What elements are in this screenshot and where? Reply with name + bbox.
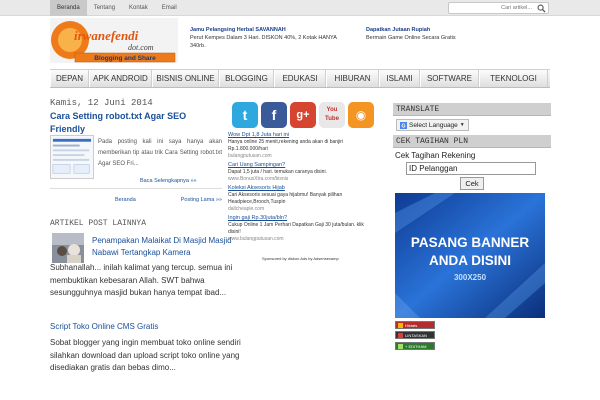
ad-item[interactable] (228, 132, 378, 159)
nav-item-edukasi[interactable]: EDUKASI (274, 70, 326, 87)
google-plus-icon[interactable]: g+ (290, 102, 316, 128)
ad-text: Cukup Online 1 Jam Perhari Dapatkan Gaji 30 juta/bulan. klik disini! (228, 222, 364, 235)
post-date: Kamis, 12 Juni 2014 (50, 98, 153, 108)
chevron-down-icon: ▼ (459, 122, 465, 128)
lintaskan-badge[interactable] (395, 331, 435, 339)
nav-item-apk-android[interactable]: APK ANDROID (89, 70, 152, 87)
ad-footer: Sponsored by diskon Ads by Adsensecamp (262, 256, 339, 261)
nav-item-software[interactable]: SOFTWARE (420, 70, 479, 87)
language-select-label: Select Language (409, 121, 458, 129)
nav-item-islami[interactable]: ISLAMI (379, 70, 420, 87)
post-excerpt: Pada posting kali ini saya hanya akan memberikan tip atau trik Cara Setting robot.txt Agar SEO Fri... (98, 139, 222, 167)
top-link-email[interactable]: Email (161, 5, 177, 11)
post-thumbnail[interactable] (50, 135, 94, 179)
ad-item[interactable] (228, 215, 378, 242)
pln-label: Cek Tagihan Rekening (395, 151, 476, 160)
twitter-icon[interactable]: t (232, 102, 258, 128)
promo-1-text: Perut Kempes Dalam 3 Hari. DISKON 40%, 2 Kotak HANYA 340rb. (190, 35, 337, 49)
lintaskan-label: LINTASKAN (405, 333, 427, 338)
nav-item-bisnis-online[interactable]: BISNIS ONLINE (152, 70, 219, 87)
nav-item-teknologi[interactable]: TEKNOLOGI (479, 70, 548, 87)
other-post-thumbnail[interactable] (52, 233, 84, 263)
check-bill-button[interactable]: Cek (460, 177, 484, 190)
post-divider (50, 188, 222, 189)
post-title[interactable]: Cara Setting robot.txt Agar SEO Friendly (50, 111, 187, 134)
other-post-summary-2: Sobat blogger yang ingin membuat toko online sendiri silahkan download dan upload script toko online yang disediakan gratis dan bebas dimo... (50, 338, 241, 372)
banner-ad[interactable] (395, 193, 545, 318)
edithan-badge[interactable] (395, 342, 435, 350)
pager-home-link[interactable]: Beranda (115, 197, 136, 203)
edithan-icon (398, 344, 403, 349)
other-posts-heading: ARTIKEL POST LAINNYA (50, 219, 147, 228)
ad-title[interactable]: Koleksi Aksesoris Hijab (228, 185, 285, 191)
site-logo[interactable] (50, 18, 178, 63)
search-box (448, 2, 549, 14)
ad-text: Dapat 1,5 juta / hari. temukan caranya disini. (228, 169, 327, 175)
main-nav (50, 69, 550, 88)
nav-item-blogging[interactable]: BLOGGING (219, 70, 274, 87)
ad-text: Cari Aksesoris sesuai gaya hijabmu! Banyak pilihan Headpiece,Brooch,Tuspin (228, 192, 343, 205)
top-link-home[interactable]: Beranda (50, 0, 87, 16)
ad-title[interactable]: Wow Dpt 1,8 Juta hari ini (228, 132, 290, 138)
histats-icon (398, 323, 403, 328)
youtube-icon[interactable]: You Tube (319, 102, 345, 128)
nav-item-hiburan[interactable]: HIBURAN (326, 70, 379, 87)
social-icons (232, 102, 377, 128)
banner-size: 300X250 (453, 273, 487, 282)
logo-tagline: Blogging and Share (94, 55, 156, 62)
top-link-contact[interactable]: Kontak (129, 5, 148, 11)
lintaskan-icon (398, 333, 403, 338)
facebook-icon[interactable]: f (261, 102, 287, 128)
translate-heading: TRANSLATE (393, 103, 551, 116)
header-promo-2[interactable] (366, 26, 516, 42)
header-promo-1[interactable] (190, 26, 340, 50)
ad-item[interactable] (228, 162, 378, 182)
ad-title[interactable]: Cari Uang Sampingan? (228, 162, 286, 168)
promo-2-text: Bermain Game Online Secara Gratis (366, 35, 456, 41)
nav-item-depan[interactable]: DEPAN (50, 70, 89, 87)
ad-item[interactable] (228, 185, 378, 212)
customer-id-input[interactable] (406, 162, 536, 175)
ad-url: bulangputusan.com (228, 153, 272, 159)
edithan-label: + EDITHAM (405, 344, 427, 349)
other-post-link-2[interactable]: Script Toko Online CMS Gratis (50, 322, 159, 331)
logo-name: irwanefendi (74, 28, 139, 43)
banner-line-2: ANDA DISINI (428, 253, 512, 268)
pager (50, 197, 222, 207)
ad-url: www.bulangputusan.com (228, 236, 284, 242)
promo-2-title[interactable]: Dapatkan Jutaan Rupiah (366, 27, 431, 33)
search-input[interactable] (451, 3, 535, 13)
ad-text: Hanya online 25 menit,rekening anda akan di banjiri Rp.1.800.000/hari (228, 139, 344, 152)
ad-list (228, 132, 378, 245)
rss-icon[interactable]: ◉ (348, 102, 374, 128)
other-post-link-1[interactable]: Penampakan Malaikat Di Masjid Masjid Nabawi Tertangkap Kamera (92, 236, 232, 257)
ad-title[interactable]: Ingin gaji Rp.30juta/bln? (228, 215, 288, 221)
other-post-summary-1: Subhanallah... inilah kalimat yang tercup. semua ini membuktikan kebesaran Allah. SWT bahwa sesungguhnya masjid bukan hanya tempat ibad... (50, 263, 233, 297)
promo-1-title[interactable]: Jamu Pelangsing Herbal SAVANNAH (190, 27, 286, 33)
ad-url: dallcheapie.com (228, 206, 265, 212)
histats-label: Histats (405, 323, 418, 328)
pln-heading: CEK TAGIHAN PLN (393, 135, 551, 148)
histats-badge[interactable] (395, 321, 435, 329)
google-translate-icon (400, 122, 407, 129)
pager-older-link[interactable]: Posting Lama »» (180, 197, 222, 203)
banner-line-1: PASANG BANNER (410, 235, 530, 250)
logo-domain: dot.com (128, 43, 154, 52)
top-link-about[interactable]: Tentang (93, 5, 116, 11)
search-icon[interactable] (537, 4, 546, 13)
ad-url: www.BonusXtra.com/bisnis (228, 176, 289, 182)
read-more-link[interactable]: Baca Selengkapnya »» (140, 178, 197, 184)
top-bar (0, 0, 600, 16)
top-links (50, 0, 184, 16)
svg-text:G: G (401, 123, 406, 129)
language-select[interactable] (396, 119, 469, 131)
